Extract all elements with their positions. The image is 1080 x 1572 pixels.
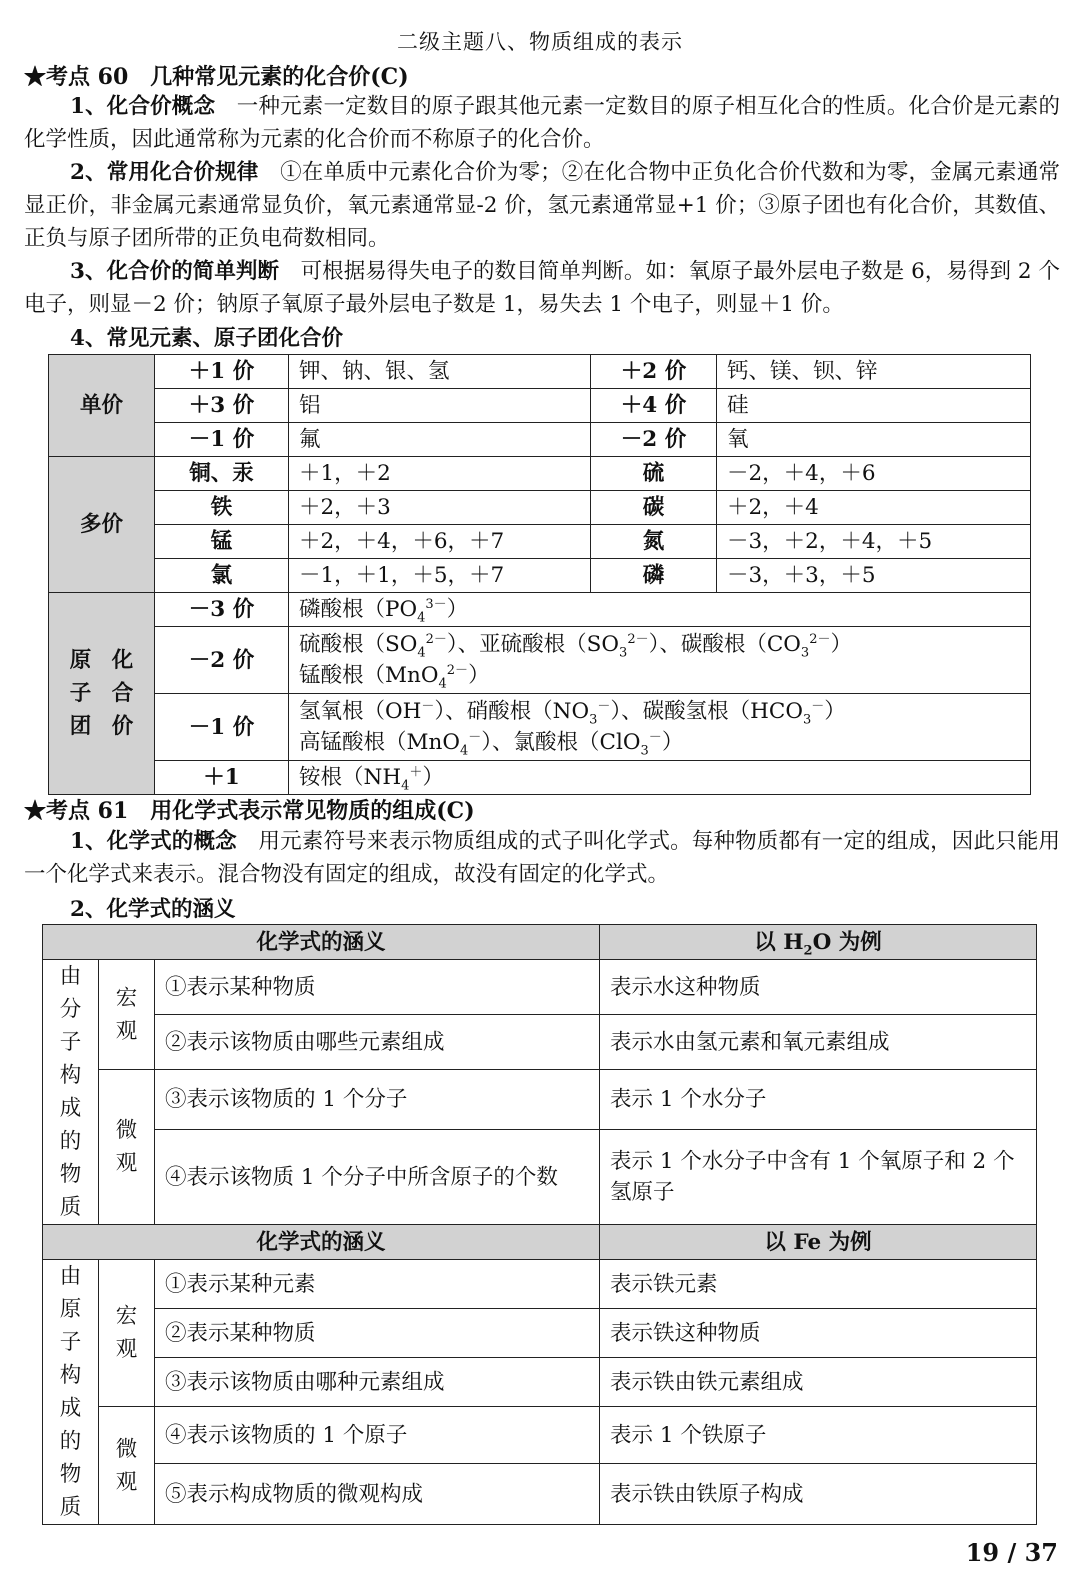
kd60-p1-label: 1、化合价概念 <box>70 94 216 119</box>
meaning-cell: ①表示某种元素 <box>155 1260 600 1309</box>
table-row <box>49 593 1031 627</box>
table-row <box>49 525 1031 559</box>
element-cell: 磷 <box>591 559 717 593</box>
element-cell: 氧 <box>717 423 1031 457</box>
kd60-p4-label: 4、常见元素、原子团化合价 <box>70 326 343 351</box>
meaning-cell: ②表示该物质由哪些元素组成 <box>155 1015 600 1070</box>
macro-text: 宏观 <box>115 985 138 1044</box>
header-cell: 以 $H_2O$ 为例 <box>600 925 1037 960</box>
radical-text: ） <box>661 730 684 755</box>
table-row <box>43 960 1037 1015</box>
radical-sup: 3－ <box>425 596 447 612</box>
radical-text: 高锰酸根（MnO <box>299 730 460 755</box>
group-single: 单价 <box>49 355 155 457</box>
radical-text: ） <box>446 597 469 622</box>
micro-label <box>99 1407 155 1525</box>
meaning-cell: ⑤表示构成物质的微观构成 <box>155 1464 600 1525</box>
kd61-title: ★考点 61 用化学式表示常见物质的组成(C) <box>24 798 475 824</box>
example-cell: 表示水由氢元素和氧元素组成 <box>600 1015 1037 1070</box>
example-cell: 表示铁由铁原子构成 <box>600 1464 1037 1525</box>
element-cell: 锰 <box>155 525 289 559</box>
valence-cell: －3，＋2，＋4，＋5 <box>717 525 1031 559</box>
meaning-cell: ②表示某种物质 <box>155 1309 600 1358</box>
table-row <box>49 559 1031 593</box>
radical-text: ）、碳酸根（CO <box>648 632 801 657</box>
kd60-para-1 <box>24 90 1060 156</box>
micro-text: 微观 <box>115 1118 138 1176</box>
header-cell: 化学式的涵义 <box>43 1225 600 1260</box>
radical-text: ）、硝酸根（NO <box>434 699 590 724</box>
valence-cell: ＋1 <box>155 761 289 795</box>
valence-cell: ＋2 价 <box>591 355 717 389</box>
kd60-para-2 <box>24 156 1060 255</box>
meaning-cell: ①表示某种物质 <box>155 960 600 1015</box>
group-radical <box>49 593 155 795</box>
element-cell: 铝 <box>289 389 591 423</box>
table-row <box>49 457 1031 491</box>
table-row <box>49 694 1031 761</box>
kd60-p2-label: 2、常用化合价规律 <box>70 160 259 185</box>
table-row <box>43 1358 1037 1407</box>
micro-text: 微观 <box>115 1436 138 1495</box>
page-header: 二级主题八、物质组成的表示 <box>397 30 683 54</box>
table-row <box>43 1070 1037 1130</box>
kd60-p1-text: 一种元素一定数目的原子跟其他元素一定数目的原子相互化合的性质。化合价是元素的化学性质，因此通常称为元素的化合价而不称原子的化合价。 <box>24 94 1060 152</box>
radical-text: ） <box>422 765 444 790</box>
group-label: 由分子构成的物质 <box>59 964 82 1220</box>
radical-text: 磷酸根（PO <box>299 597 418 622</box>
element-cell: 氟 <box>289 423 591 457</box>
macro-label <box>99 960 155 1070</box>
header-cell: 化学式的涵义 <box>43 925 600 960</box>
valence-cell: ＋4 价 <box>591 389 717 423</box>
table-row <box>49 761 1031 795</box>
kd60-p3-text: 可根据易得失电子的数目简单判断。如：氧原子最外层电子数是 6，易得到 2 个电子，则显－2 价；钠原子氧原子最外层电子数是 1，易失去 1 个电子，则显＋1 价。 <box>24 259 1060 317</box>
macro-label <box>99 1260 155 1407</box>
kd60-p3-label: 3、化合价的简单判断 <box>70 259 280 284</box>
element-cell: 铁 <box>155 491 289 525</box>
radical-text: ）、碳酸氢根（HCO <box>610 699 803 724</box>
group-molecular <box>43 960 99 1225</box>
meaning-cell: ③表示该物质由哪种元素组成 <box>155 1358 600 1407</box>
meaning-cell: ④表示该物质的 1 个原子 <box>155 1407 600 1464</box>
kd60-p2-text: ①在单质中元素化合价为零；②在化合物中正负化合价代数和为零，金属元素通常显正价，非金属元素通常显负价，氧元素通常显-2 价，氢元素通常显+1 价；③原子团也有化合价，其数值、正负与原子团所带的正负电荷数相同。 <box>24 160 1060 251</box>
radical-text: 铵根（NH <box>299 765 402 790</box>
table-row <box>43 1464 1037 1525</box>
radical-text: 锰酸根（MnO <box>299 663 439 688</box>
example-cell: 表示铁由铁元素组成 <box>600 1358 1037 1407</box>
group-label: 由原子构成的物质 <box>59 1264 82 1520</box>
radical-text: 硫酸根（SO <box>299 632 418 657</box>
valence-cell: ＋2，＋4 <box>717 491 1031 525</box>
table-header-row <box>43 1225 1037 1260</box>
element-cell: 钙、镁、钡、锌 <box>717 355 1031 389</box>
radical-text: 氢氧根（OH <box>299 699 422 724</box>
table-row <box>49 423 1031 457</box>
valence-cell: ＋2，＋3 <box>289 491 591 525</box>
header-text: 以 H <box>754 929 804 955</box>
valence-cell: －2，＋4，＋6 <box>717 457 1031 491</box>
radical-cell: 铵根$(NH_4^+)$ <box>289 761 1031 795</box>
example-cell: 表示铁元素 <box>600 1260 1037 1309</box>
table-row <box>43 1309 1037 1358</box>
group-radical-left: 原子团 <box>69 648 92 739</box>
kd61-p2-label: 2、化学式的涵义 <box>70 897 236 922</box>
valence-cell: －1 价 <box>155 423 289 457</box>
valence-cell: ＋3 价 <box>155 389 289 423</box>
valence-cell: －3，＋3，＋5 <box>717 559 1031 593</box>
formula-meaning-table <box>42 924 1037 1525</box>
element-cell: 氮 <box>591 525 717 559</box>
valence-cell: －3 价 <box>155 593 289 627</box>
example-cell: 表示铁这种物质 <box>600 1309 1037 1358</box>
micro-label <box>99 1070 155 1225</box>
radical-text: ）、氯酸根（ClO <box>481 730 641 755</box>
radical-cell: 硫酸根$(SO_4^{2-})$、亚硫酸根$(SO_3^{2-})$、碳酸根$(CO_3^{2-})$ 锰酸根（MnO$_4^{2-}$） <box>289 627 1031 694</box>
meaning-cell: ③表示该物质的 1 个分子 <box>155 1070 600 1130</box>
header-text: O 为例 <box>812 929 882 955</box>
valence-cell: －2 价 <box>591 423 717 457</box>
example-cell: 表示 1 个水分子 <box>600 1070 1037 1130</box>
table-row <box>49 389 1031 423</box>
group-multi: 多价 <box>49 457 155 593</box>
header-cell: 以 Fe 为例 <box>600 1225 1037 1260</box>
kd60-para-3 <box>24 255 1060 321</box>
radical-text: ） <box>468 663 490 688</box>
meaning-cell: ④表示该物质 1 个分子中所含原子的个数 <box>155 1130 600 1225</box>
valence-cell: －1 价 <box>155 694 289 761</box>
radical-text: ） <box>824 699 846 724</box>
group-atomic <box>43 1260 99 1525</box>
valence-cell: －2 价 <box>155 627 289 694</box>
valence-table <box>48 354 1031 795</box>
valence-cell: ＋1 价 <box>155 355 289 389</box>
kd61-p1-label: 1、化学式的概念 <box>70 829 237 854</box>
element-cell: 氯 <box>155 559 289 593</box>
example-cell: 表示水这种物质 <box>600 960 1037 1015</box>
table-row <box>43 1260 1037 1309</box>
kd60-title: ★考点 60 几种常见元素的化合价(C) <box>24 64 409 90</box>
table-row <box>43 1407 1037 1464</box>
table-row <box>49 491 1031 525</box>
radical-cell <box>289 593 1031 627</box>
kd61-p1-text: 用元素符号来表示物质组成的式子叫化学式。每种物质都有一定的组成，因此只能用一个化学式来表示。混合物没有固定的组成，故没有固定的化学式。 <box>24 829 1060 887</box>
element-cell: 硫 <box>591 457 717 491</box>
group-radical-right: 化合价 <box>111 648 134 739</box>
valence-cell: ＋1，＋2 <box>289 457 591 491</box>
table-row <box>49 355 1031 389</box>
radical-text: ）、亚硫酸根（SO <box>446 632 620 657</box>
radical-text: ） <box>830 632 852 657</box>
table-row <box>43 1130 1037 1225</box>
radical-cell: 氢氧根（OH－）、硝酸根$(NO_3^-)$、碳酸氢根$(HCO_3^-)$ 高锰酸根（MnO$_4$－）、氯酸根（ClO$_3$－） <box>289 694 1031 761</box>
radical-sub: 4 <box>417 610 426 626</box>
table-row <box>49 627 1031 694</box>
kd61-para-1 <box>24 825 1060 891</box>
page-number: 19 / 37 <box>965 1538 1058 1567</box>
element-cell: 碳 <box>591 491 717 525</box>
example-cell: 表示 1 个水分子中含有 1 个氧原子和 2 个氢原子 <box>600 1130 1037 1225</box>
valence-cell: －1，＋1，＋5，＋7 <box>289 559 591 593</box>
element-cell: 铜、汞 <box>155 457 289 491</box>
example-cell: 表示 1 个铁原子 <box>600 1407 1037 1464</box>
element-cell: 钾、钠、银、氢 <box>289 355 591 389</box>
element-cell: 硅 <box>717 389 1031 423</box>
macro-text: 宏观 <box>115 1304 138 1362</box>
valence-cell: ＋2，＋4，＋6，＋7 <box>289 525 591 559</box>
table-header-row <box>43 925 1037 960</box>
table-row <box>43 1015 1037 1070</box>
